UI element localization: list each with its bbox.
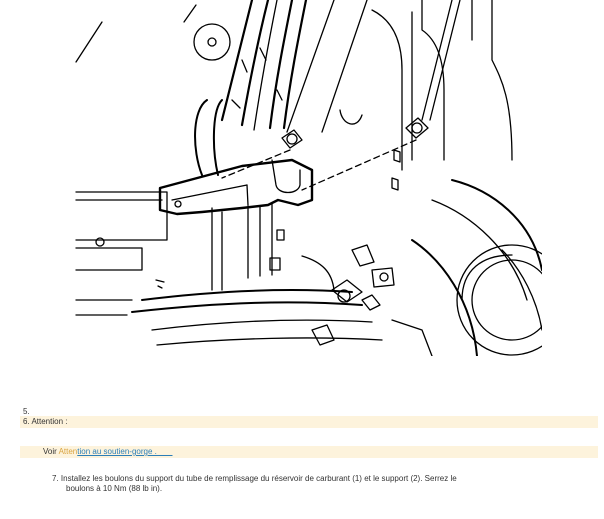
step-7-line1: Installez les boulons du support du tube de remplissage du réservoir de carburant (1) et le support (2). Serrez le — [60, 474, 457, 483]
step-6-number: 6. — [23, 417, 30, 426]
fuel-filler-bracket-illustration — [72, 0, 542, 356]
attention-link-part1[interactable]: Atten — [58, 447, 78, 456]
step-7 — [52, 474, 582, 493]
step-7-line2: boulons à 10 Nm (88 lb in). — [66, 483, 163, 493]
step-5-number: 5. — [23, 407, 30, 416]
step-6-label: Attention : — [31, 417, 68, 426]
bracket-drawing-svg — [72, 0, 542, 356]
step-6-attention-bar — [20, 416, 598, 428]
voir-label: Voir — [43, 447, 57, 456]
step-7-number: 7. — [52, 474, 59, 483]
step-5 — [23, 407, 30, 416]
attention-notice-bar — [20, 446, 598, 458]
attention-link-part2[interactable]: tion au soutien-gorge . ___ — [77, 447, 173, 456]
